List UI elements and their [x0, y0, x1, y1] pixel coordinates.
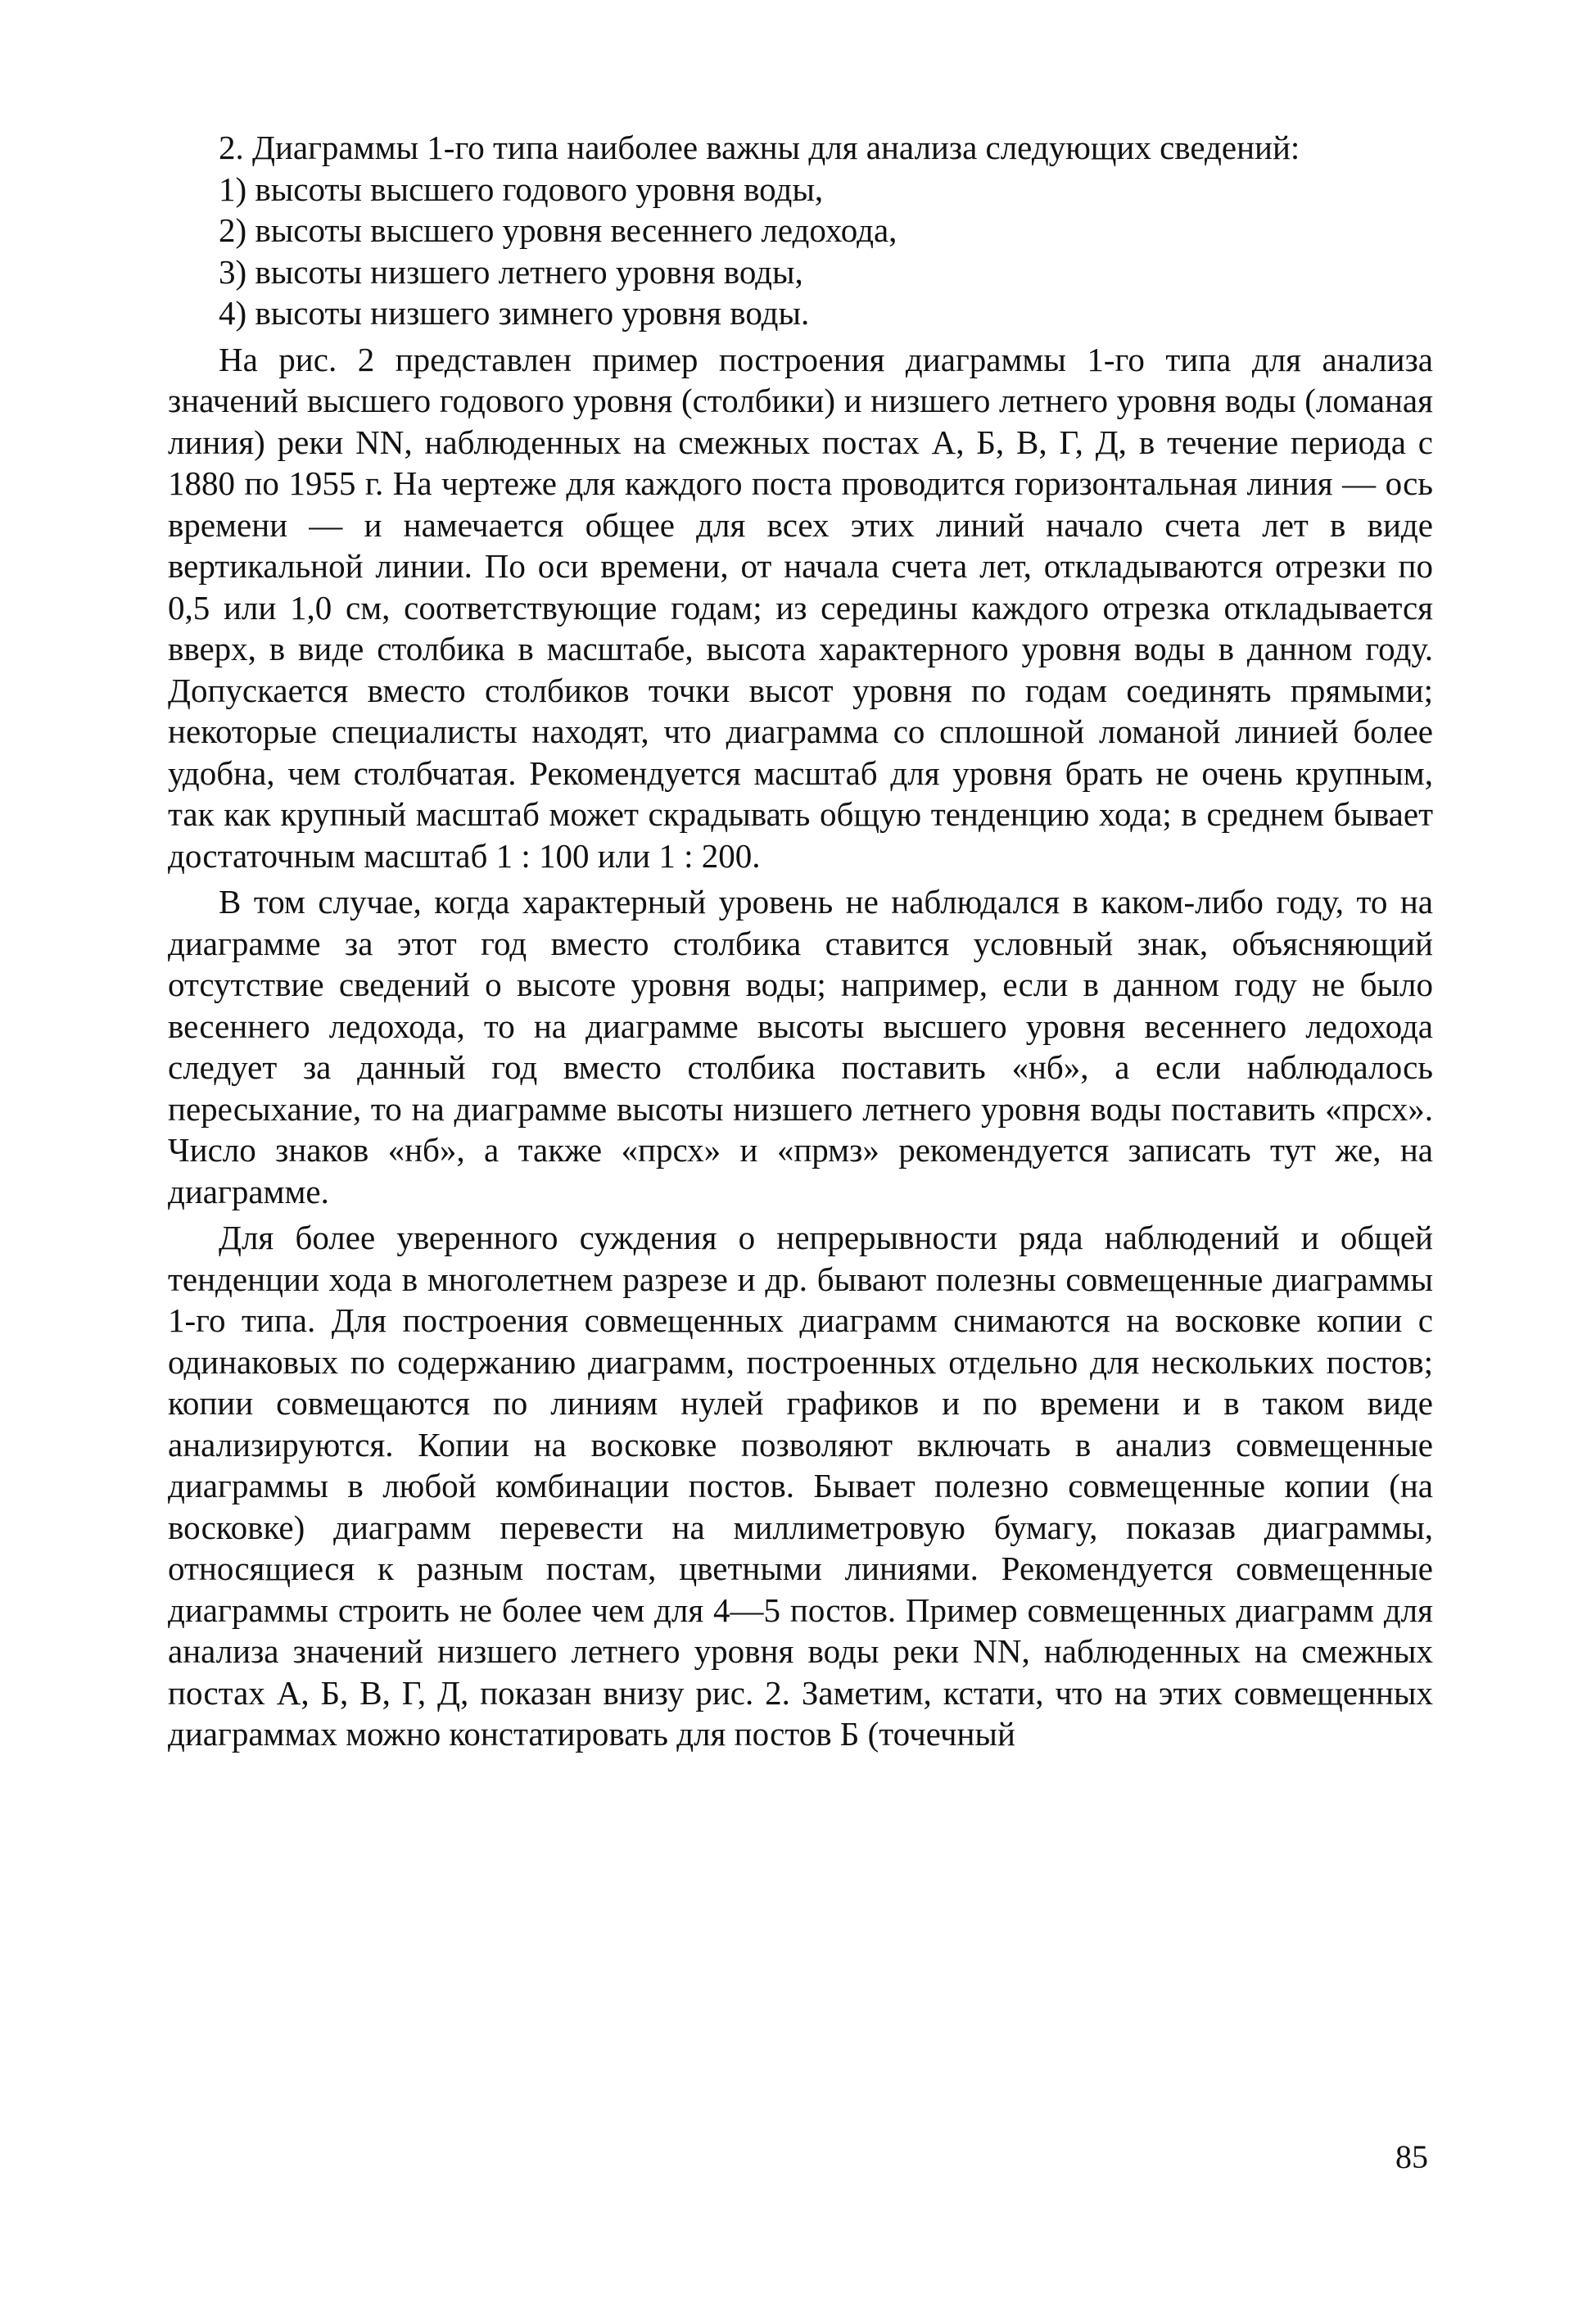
paragraph-missing-observations: В том случае, когда характерный уровень не наблюдался в каком-либо году, то на диаграмме за этот год вместо столбика ставится условный знак, объясняющий отсутствие сведений о высоте уровня воды; например, если в данном году не было весеннего ледохода, то на диаграмме высоты высшего уровня весеннего ледохода следует за данный год вместо столбика поставить «нб», а если наблюдалось пересыхание, то на диаграмме высоты низшего летнего уровня воды поставить «прсх». Число знаков «нб», а также «прсх» и «прмз» рекомендуется записать тут же, на диаграмме. — [168, 883, 1433, 1210]
paragraph-combined-diagrams: Для более уверенного суждения о непрерывности ряда наблюдений и общей тенденции хода в многолетнем разрезе и др. бывают полезны совмещенные диаграммы 1-го типа. Для построения совмещенных диаграмм снимаются на восковке копии с одинаковых по содержанию диаграмм, построенных отдельно для нескольких постов; копии совмещаются по линиям нулей графиков и по времени и в таком виде анализируются. Копии на восковке позволяют включать в анализ совмещенные диаграммы в любой комбинации постов. Бывает полезно совмещенные копии (на восковке) диаграмм перевести на миллиметровую бумагу, показав диаграммы, относящиеся к разным постам, цветными линиями. Рекомендуется совмещенные диаграммы строить не более чем для 4—5 постов. Пример совмещенных диаграмм для анализа значений низшего летнего уровня воды реки NN, наблюденных на смежных постах А, Б, В, Г, Д, показан внизу рис. 2. Заметим, кстати, что на этих совмещенных диаграммах можно констатировать для постов Б (точечный — [168, 1219, 1433, 1753]
list-item: 3) высоты низшего летнего уровня воды, — [219, 252, 803, 291]
list-item: 1) высоты высшего годового уровня воды, — [219, 170, 824, 208]
list-item: 2) высоты высшего уровня весеннего ледохода, — [219, 211, 897, 249]
page-number: 85 — [1395, 2138, 1428, 2175]
information-list — [168, 169, 1433, 334]
intro-paragraph: 2. Диаграммы 1-го типа наиболее важны для анализа следующих сведений: — [219, 129, 1300, 166]
paragraph-diagram-example: На рис. 2 представлен пример построения диаграммы 1-го типа для анализа значений высшего годового уровня (столбики) и низшего летнего уровня воды (ломаная линия) реки NN, наблюденных на смежных постах А, Б, В, Г, Д, в течение периода с 1880 по 1955 г. На чертеже для каждого поста проводится горизонтальная линия — ось времени — и намечается общее для всех этих линий начало счета лет в виде вертикальной линии. По оси времени, от начала счета лет, откладываются отрезки по 0,5 или 1,0 см, соответствующие годам; из середины каждого отрезка откладывается вверх, в виде столбика в масштабе, высота характерного уровня воды в данном году. Допускается вместо столбиков точки высот уровня по годам соединять прямыми; некоторые специалисты находят, что диаграмма со сплошной ломаной линией более удобна, чем столбчатая. Рекомендуется масштаб для уровня брать не очень крупным, так как крупный масштаб может скрадывать общую тенденцию хода; в среднем бывает достаточным масштаб 1 : 100 или 1 : 200. — [168, 340, 1433, 875]
list-item: 4) высоты низшего зимнего уровня воды. — [219, 294, 810, 332]
document-page — [168, 127, 1433, 1755]
